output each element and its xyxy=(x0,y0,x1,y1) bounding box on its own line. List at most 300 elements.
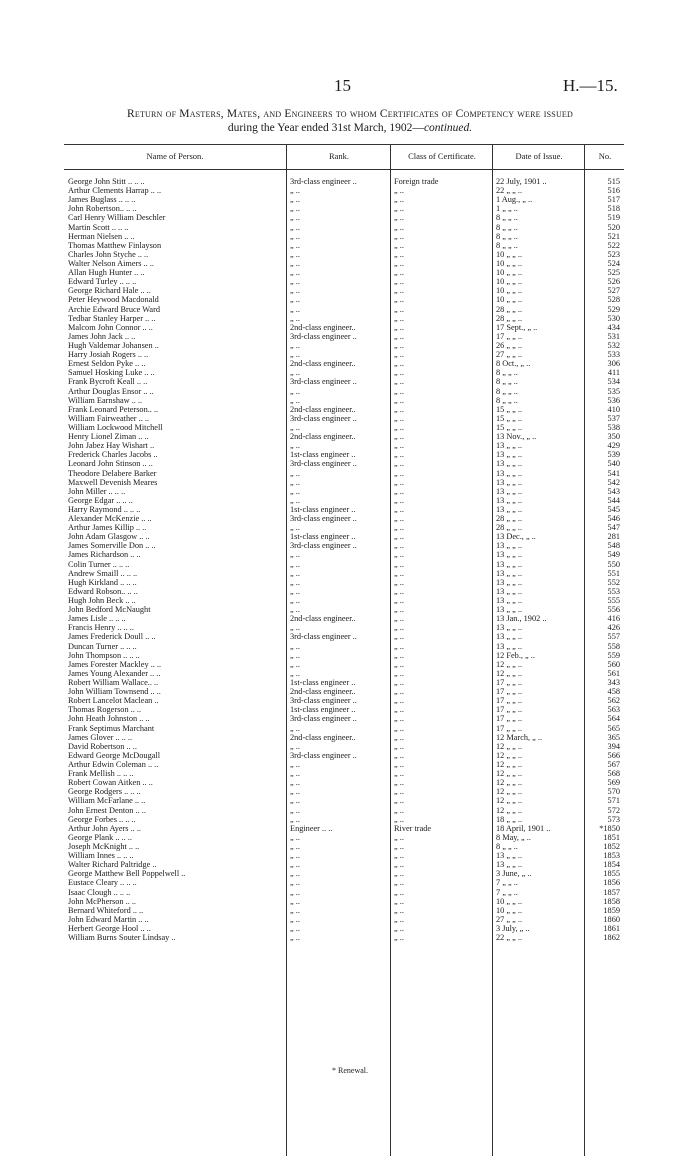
cell-name: John Heath Johnston .. .. xyxy=(68,714,150,724)
table-row xyxy=(64,213,624,222)
cell-date: 8 „ „ .. xyxy=(496,395,518,405)
cell-no: 365 xyxy=(607,732,620,742)
cell-date: 22 „ „ .. xyxy=(496,186,523,196)
cell-name: George Matthew Bell Poppelwell .. xyxy=(68,869,186,879)
cell-rank: 1st-class engineer .. xyxy=(290,504,356,514)
cell-class: „ .. xyxy=(394,386,404,396)
cell-no: 569 xyxy=(607,778,620,788)
cell-class: „ .. xyxy=(394,923,404,933)
cell-class: „ .. xyxy=(394,195,404,205)
cell-class: „ .. xyxy=(394,350,404,360)
cell-date: 12 „ „ .. xyxy=(496,659,523,669)
table-row xyxy=(64,897,624,906)
cell-name: William Innes .. .. .. xyxy=(68,851,134,861)
cell-date: 13 „ „ .. xyxy=(496,459,523,469)
cell-no: 529 xyxy=(607,304,620,314)
table-row xyxy=(64,368,624,377)
cell-no: 536 xyxy=(607,395,620,405)
cell-rank: „ .. xyxy=(290,586,300,596)
table-row xyxy=(64,204,624,213)
cell-no: 571 xyxy=(607,796,620,806)
cell-no: 567 xyxy=(607,760,620,769)
cell-class: „ .. xyxy=(394,732,404,742)
table-row xyxy=(64,496,624,505)
cell-class: „ .. xyxy=(394,914,404,924)
cell-no: 1855 xyxy=(603,869,620,879)
cell-rank: 3rd-class engineer .. xyxy=(290,632,357,642)
cell-date: 8 „ „ .. xyxy=(496,368,518,378)
cell-date: 8 „ „ .. xyxy=(496,213,518,223)
cell-date: 12 „ „ .. xyxy=(496,787,523,797)
table-row xyxy=(64,696,624,705)
cell-no: 1862 xyxy=(603,933,620,943)
cell-date: 10 „ „ .. xyxy=(496,896,523,906)
table-row xyxy=(64,632,624,641)
cell-class: „ .. xyxy=(394,577,404,587)
page-number: 15 xyxy=(334,76,351,95)
cell-class: „ .. xyxy=(394,258,404,268)
cell-rank: „ .. xyxy=(290,659,300,669)
cell-name: Frank Leonard Peterson.. .. xyxy=(68,404,159,414)
table-row xyxy=(64,687,624,696)
table-row xyxy=(64,396,624,405)
cell-class: „ .. xyxy=(394,559,404,569)
cell-no: 538 xyxy=(607,422,620,432)
table-row xyxy=(64,806,624,815)
cell-date: 28 „ „ .. xyxy=(496,313,523,323)
cell-date: 8 „ „ .. xyxy=(496,231,518,241)
table-row xyxy=(64,642,624,651)
cell-no: 429 xyxy=(607,441,620,451)
table-row xyxy=(64,268,624,277)
cell-date: 13 „ „ .. xyxy=(496,559,523,569)
table-row xyxy=(64,833,624,842)
table-row xyxy=(64,824,624,833)
header-date: Date of Issue. xyxy=(492,145,585,169)
table-row xyxy=(64,459,624,468)
cell-rank: „ .. xyxy=(290,723,300,733)
cell-name: Frederick Charles Jacobs .. xyxy=(68,450,158,460)
cell-date: 13 „ „ .. xyxy=(496,477,523,487)
table-row xyxy=(64,733,624,742)
cell-date: 13 „ „ .. xyxy=(496,596,523,606)
cell-name: Martin Scott .. .. .. xyxy=(68,222,129,232)
cell-no: 1851 xyxy=(603,832,620,842)
cell-rank: „ .. xyxy=(290,860,300,870)
cell-rank: 3rd-class engineer .. xyxy=(290,541,357,551)
cell-class: „ .. xyxy=(394,614,404,624)
cell-no: 1861 xyxy=(603,923,620,933)
cell-class: „ .. xyxy=(394,687,404,697)
cell-class: „ .. xyxy=(394,331,404,341)
cell-date: 8 „ „ .. xyxy=(496,841,518,851)
cell-date: 13 „ „ .. xyxy=(496,541,523,551)
cell-rank: 2nd-class engineer.. xyxy=(290,432,356,442)
cell-name: John Robertson.. .. .. xyxy=(68,204,137,214)
table-row xyxy=(64,505,624,514)
cell-name: Arthur Douglas Ensor .. .. xyxy=(68,386,154,396)
cell-date: 13 „ „ .. xyxy=(496,632,523,642)
cell-no: 1856 xyxy=(603,878,620,888)
cell-rank: „ .. xyxy=(290,878,300,888)
cell-date: 13 „ „ .. xyxy=(496,468,523,478)
cell-date: 18 April, 1901 .. xyxy=(496,823,551,833)
table-body xyxy=(64,177,624,942)
cell-no: 562 xyxy=(607,696,620,706)
cell-date: 8 „ „ .. xyxy=(496,386,518,396)
cell-rank: 3rd-class engineer .. xyxy=(290,696,357,706)
cell-name: Peter Heywood Macdonald xyxy=(68,295,159,305)
table-row xyxy=(64,815,624,824)
cell-name: John Thompson .. .. .. xyxy=(68,650,140,660)
cell-no: 545 xyxy=(607,504,620,514)
header-no: No. xyxy=(584,145,625,169)
table-row xyxy=(64,678,624,687)
cell-rank: 3rd-class engineer .. xyxy=(290,377,357,387)
cell-no: 522 xyxy=(607,240,620,250)
cell-date: 12 „ „ .. xyxy=(496,668,523,678)
cell-rank: „ .. xyxy=(290,186,300,196)
cell-no: 1858 xyxy=(603,896,620,906)
cell-date: 17 „ „ .. xyxy=(496,696,523,706)
cell-date: 3 June, „ .. xyxy=(496,869,532,879)
cell-name: John Miller .. .. .. xyxy=(68,486,126,496)
cell-date: 10 „ „ .. xyxy=(496,268,523,278)
table-row xyxy=(64,915,624,924)
cell-rank: 1st-class engineer .. xyxy=(290,450,356,460)
cell-name: James Buglass .. .. .. xyxy=(68,195,136,205)
cell-name: Duncan Turner .. .. .. xyxy=(68,641,137,651)
cell-date: 28 „ „ .. xyxy=(496,304,523,314)
cell-class: „ .. xyxy=(394,596,404,606)
cell-rank: „ .. xyxy=(290,213,300,223)
cell-class: „ .. xyxy=(394,568,404,578)
cell-no: 516 xyxy=(607,186,620,196)
cell-class: „ .. xyxy=(394,787,404,797)
cell-rank: „ .. xyxy=(290,350,300,360)
table-row xyxy=(64,669,624,678)
cell-no: 525 xyxy=(607,268,620,278)
cell-name: David Robertson .. .. xyxy=(68,741,137,751)
cell-rank: „ .. xyxy=(290,851,300,861)
cell-name: Walter Nelson Aimers .. .. xyxy=(68,258,154,268)
cell-name: Theodore Delabere Barker xyxy=(68,468,157,478)
cell-class: „ .. xyxy=(394,240,404,250)
cell-name: John Jabez Hay Wishart .. xyxy=(68,441,155,451)
footnote: * Renewal. xyxy=(332,1066,368,1075)
cell-class: River trade xyxy=(394,823,432,833)
cell-date: 13 Dec., „ .. xyxy=(496,532,536,542)
cell-no: 558 xyxy=(607,641,620,651)
cell-date: 28 „ „ .. xyxy=(496,523,523,533)
cell-name: Hugh Kirkland .. .. .. xyxy=(68,577,137,587)
cell-name: Allan Hugh Hunter .. .. xyxy=(68,268,145,278)
cell-class: „ .. xyxy=(394,750,404,760)
cell-rank: „ .. xyxy=(290,933,300,943)
cell-date: 17 Sept., „ .. xyxy=(496,322,538,332)
table-row xyxy=(64,560,624,569)
cell-no: 553 xyxy=(607,586,620,596)
cell-date: 13 „ „ .. xyxy=(496,605,523,615)
cell-rank: „ .. xyxy=(290,832,300,842)
cell-date: 17 „ „ .. xyxy=(496,714,523,724)
cell-rank: 3rd-class engineer .. xyxy=(290,177,357,186)
cell-class: „ .. xyxy=(394,304,404,314)
cell-rank: „ .. xyxy=(290,495,300,505)
cell-class: „ .. xyxy=(394,760,404,769)
cell-no: 434 xyxy=(607,322,620,332)
table-row xyxy=(64,277,624,286)
cell-rank: „ .. xyxy=(290,641,300,651)
cell-date: 27 „ „ .. xyxy=(496,914,523,924)
table-row xyxy=(64,332,624,341)
cell-date: 7 „ „ .. xyxy=(496,878,518,888)
cell-no: 550 xyxy=(607,559,620,569)
cell-no: 1853 xyxy=(603,851,620,861)
table-row xyxy=(64,441,624,450)
table-row xyxy=(64,432,624,441)
cell-no: 543 xyxy=(607,486,620,496)
cell-date: 13 Nov., „ .. xyxy=(496,432,537,442)
cell-name: George Richard Hale .. .. xyxy=(68,286,151,296)
table-row xyxy=(64,587,624,596)
cell-name: Leonard John Stinson .. .. xyxy=(68,459,153,469)
title-line-1: Return of Masters, Mates, and Engineers to whom Certificates of Competency were issued xyxy=(127,108,573,120)
cell-class: „ .. xyxy=(394,368,404,378)
cell-class: „ .. xyxy=(394,541,404,551)
cell-date: 8 May, „ .. xyxy=(496,832,531,842)
cell-no: 544 xyxy=(607,495,620,505)
cell-class: „ .. xyxy=(394,659,404,669)
cell-name: John Adam Glasgow .. .. xyxy=(68,532,150,542)
cell-rank: „ .. xyxy=(290,422,300,432)
cell-rank: „ .. xyxy=(290,596,300,606)
table-row xyxy=(64,514,624,523)
table-row xyxy=(64,469,624,478)
cell-name: George Edgar .. .. .. xyxy=(68,495,133,505)
cell-rank: 1st-class engineer .. xyxy=(290,678,356,688)
table-row xyxy=(64,614,624,623)
cell-date: 7 „ „ .. xyxy=(496,887,518,897)
table-row xyxy=(64,195,624,204)
cell-no: 572 xyxy=(607,805,620,815)
cell-class: „ .. xyxy=(394,632,404,642)
cell-class: „ .. xyxy=(394,231,404,241)
cell-name: Isaac Clough .. .. .. xyxy=(68,887,131,897)
cell-rank: „ .. xyxy=(290,559,300,569)
table-row xyxy=(64,851,624,860)
cell-rank: „ .. xyxy=(290,468,300,478)
cell-date: 18 „ „ .. xyxy=(496,814,523,824)
cell-no: 537 xyxy=(607,413,620,423)
cell-class: „ .. xyxy=(394,841,404,851)
cell-class: „ .. xyxy=(394,422,404,432)
cell-date: 3 July, „ .. xyxy=(496,923,530,933)
cell-no: 517 xyxy=(607,195,620,205)
table-row xyxy=(64,250,624,259)
cell-no: 568 xyxy=(607,769,620,779)
cell-no: 534 xyxy=(607,377,620,387)
header-class: Class of Certificate. xyxy=(390,145,493,169)
cell-class: „ .. xyxy=(394,851,404,861)
cell-date: 15 „ „ .. xyxy=(496,413,523,423)
cell-rank: „ .. xyxy=(290,477,300,487)
cell-date: 12 Feb., „ .. xyxy=(496,650,535,660)
table-row xyxy=(64,578,624,587)
cell-class: „ .. xyxy=(394,441,404,451)
cell-no: 539 xyxy=(607,450,620,460)
table-row xyxy=(64,660,624,669)
title-line-2-italic: continued. xyxy=(423,122,473,134)
cell-no: 458 xyxy=(607,687,620,697)
cell-rank: „ .. xyxy=(290,258,300,268)
cell-date: 12 „ „ .. xyxy=(496,769,523,779)
header-rank: Rank. xyxy=(286,145,391,169)
cell-no: 410 xyxy=(607,404,620,414)
table-row xyxy=(64,314,624,323)
cell-name: Thomas Rogerson .. .. xyxy=(68,705,142,715)
table-row xyxy=(64,751,624,760)
cell-rank: „ .. xyxy=(290,486,300,496)
cell-rank: 2nd-class engineer.. xyxy=(290,404,356,414)
cell-rank: „ .. xyxy=(290,268,300,278)
cell-rank: „ .. xyxy=(290,286,300,296)
cell-rank: „ .. xyxy=(290,313,300,323)
table-header xyxy=(64,144,624,170)
title-line-2-text: during the Year ended 31st March, 1902— xyxy=(227,122,424,134)
cell-no: 1852 xyxy=(603,841,620,851)
cell-name: John Bedford McNaught xyxy=(68,605,151,615)
table-row xyxy=(64,259,624,268)
cell-rank: 1st-class engineer .. xyxy=(290,532,356,542)
cell-name: Tedbar Stanley Harper .. .. xyxy=(68,313,156,323)
cell-name: James Young Alexander .. .. xyxy=(68,668,161,678)
cell-date: 10 „ „ .. xyxy=(496,249,523,259)
cell-name: Henry Lionel Ziman .. .. xyxy=(68,432,149,442)
cell-date: 13 „ „ .. xyxy=(496,486,523,496)
cell-class: „ .. xyxy=(394,905,404,915)
cell-date: 17 „ „ .. xyxy=(496,331,523,341)
cell-no: 548 xyxy=(607,541,620,551)
cell-rank: „ .. xyxy=(290,568,300,578)
cell-date: 13 „ „ .. xyxy=(496,504,523,514)
cell-class: „ .. xyxy=(394,714,404,724)
cell-rank: „ .. xyxy=(290,814,300,824)
cell-class: „ .. xyxy=(394,586,404,596)
cell-class: „ .. xyxy=(394,887,404,897)
cell-class: „ .. xyxy=(394,705,404,715)
cell-rank: 2nd-class engineer.. xyxy=(290,732,356,742)
cell-date: 17 „ „ .. xyxy=(496,705,523,715)
cell-class: „ .. xyxy=(394,860,404,870)
cell-rank: „ .. xyxy=(290,668,300,678)
cell-rank: 2nd-class engineer.. xyxy=(290,614,356,624)
cell-no: 556 xyxy=(607,605,620,615)
table-row xyxy=(64,387,624,396)
cell-class: „ .. xyxy=(394,605,404,615)
cell-date: 26 „ „ .. xyxy=(496,340,523,350)
cell-no: 551 xyxy=(607,568,620,578)
cell-class: „ .. xyxy=(394,623,404,633)
cell-name: William Fairweather .. .. xyxy=(68,413,149,423)
page-code: H.—15. xyxy=(563,76,618,95)
cell-class: „ .. xyxy=(394,377,404,387)
table-row xyxy=(64,341,624,350)
cell-rank: „ .. xyxy=(290,760,300,769)
cell-no: 523 xyxy=(607,249,620,259)
table-row xyxy=(64,714,624,723)
table-row xyxy=(64,359,624,368)
cell-rank: „ .. xyxy=(290,340,300,350)
cell-name: Harry Raymond .. .. .. xyxy=(68,504,141,514)
cell-date: 17 „ „ .. xyxy=(496,687,523,697)
cell-rank: „ .. xyxy=(290,295,300,305)
cell-date: 13 „ „ .. xyxy=(496,577,523,587)
cell-class: „ .. xyxy=(394,550,404,560)
cell-no: 527 xyxy=(607,286,620,296)
cell-name: Robert William Wallace.. .. xyxy=(68,678,159,688)
cell-rank: „ .. xyxy=(290,896,300,906)
cell-date: 12 March, „ .. xyxy=(496,732,543,742)
cell-no: 521 xyxy=(607,231,620,241)
cell-class: „ .. xyxy=(394,741,404,751)
cell-date: 15 „ „ .. xyxy=(496,404,523,414)
table-row xyxy=(64,796,624,805)
cell-rank: 1st-class engineer .. xyxy=(290,705,356,715)
cell-class: „ .. xyxy=(394,286,404,296)
cell-no: 573 xyxy=(607,814,620,824)
cell-date: 28 „ „ .. xyxy=(496,514,523,524)
cell-date: 10 „ „ .. xyxy=(496,277,523,287)
table-row xyxy=(64,223,624,232)
cell-name: Harry Josiah Rogers .. .. xyxy=(68,350,149,360)
cell-name: Arthur Edwin Coleman .. .. xyxy=(68,760,159,769)
cell-class: „ .. xyxy=(394,322,404,332)
cell-rank: 2nd-class engineer.. xyxy=(290,322,356,332)
cell-rank: „ .. xyxy=(290,778,300,788)
cell-no: 515 xyxy=(607,177,620,186)
cell-class: „ .. xyxy=(394,268,404,278)
cell-rank: „ .. xyxy=(290,386,300,396)
cell-name: Robert Cowan Aitken .. .. xyxy=(68,778,153,788)
cell-class: „ .. xyxy=(394,313,404,323)
cell-class: „ .. xyxy=(394,495,404,505)
cell-date: 12 „ „ .. xyxy=(496,796,523,806)
cell-date: 12 „ „ .. xyxy=(496,778,523,788)
table-row xyxy=(64,323,624,332)
cell-class: „ .. xyxy=(394,477,404,487)
cell-date: 22 July, 1901 .. xyxy=(496,177,547,186)
cell-name: James Lisle .. .. .. xyxy=(68,614,126,624)
cell-rank: „ .. xyxy=(290,796,300,806)
cell-rank: „ .. xyxy=(290,249,300,259)
cell-rank: „ .. xyxy=(290,231,300,241)
table-row xyxy=(64,778,624,787)
cell-name: Edward Turley .. .. .. xyxy=(68,277,137,287)
title-line-2 xyxy=(60,121,640,135)
cell-rank: „ .. xyxy=(290,769,300,779)
cell-name: James Frederick Doull .. .. xyxy=(68,632,156,642)
cell-no: 541 xyxy=(607,468,620,478)
cell-name: Walter Richard Paltridge .. xyxy=(68,860,157,870)
cell-class: „ .. xyxy=(394,359,404,369)
cell-class: „ .. xyxy=(394,805,404,815)
cell-name: Maxwell Devenish Meares xyxy=(68,477,158,487)
table-row xyxy=(64,523,624,532)
cell-rank: 2nd-class engineer.. xyxy=(290,687,356,697)
cell-date: 13 „ „ .. xyxy=(496,441,523,451)
cell-no: 526 xyxy=(607,277,620,287)
